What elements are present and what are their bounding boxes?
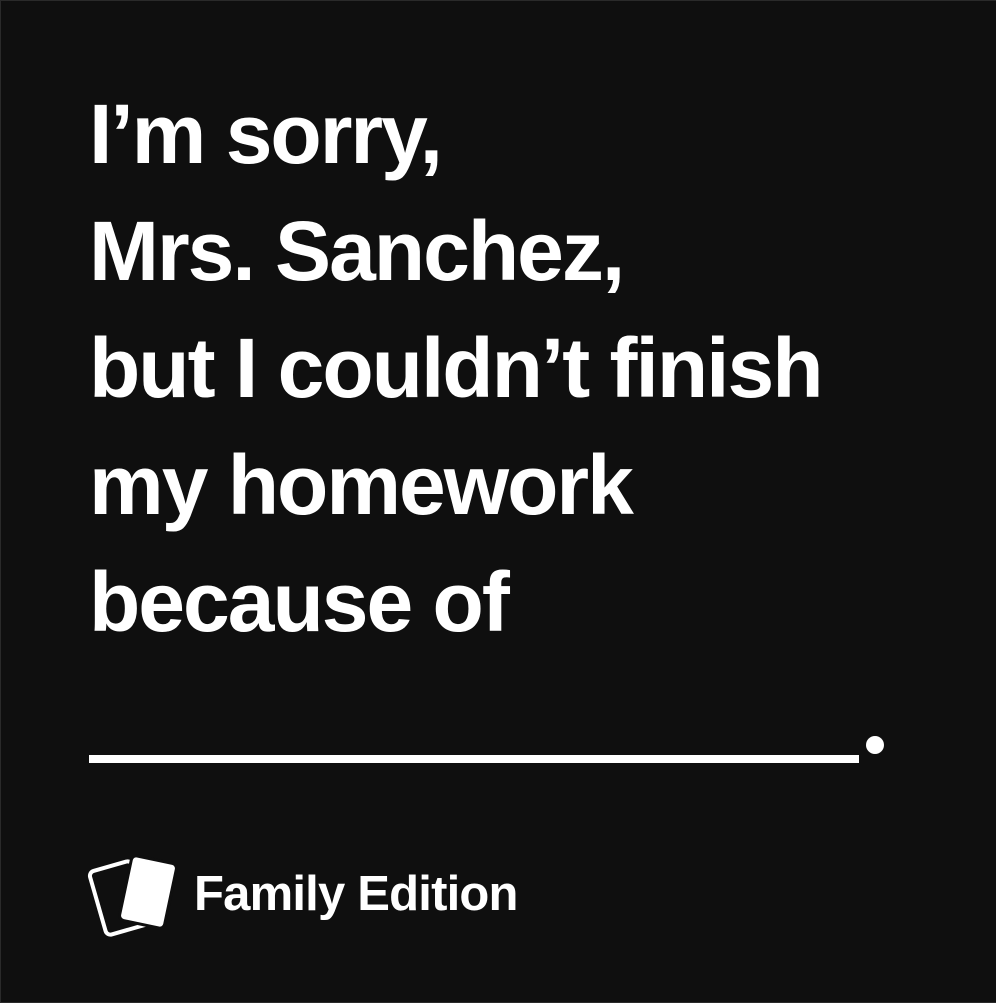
prompt-text [89, 76, 949, 661]
prompt-line: I’m sorry, [89, 87, 441, 181]
prompt-line: my homework [89, 438, 632, 532]
prompt-line: because of [89, 555, 508, 649]
blank-underline [89, 755, 859, 763]
card-footer [87, 853, 587, 939]
prompt-line: Mrs. Sanchez, [89, 204, 624, 298]
blank-period [866, 736, 884, 754]
edition-label: Family Edition [194, 867, 518, 921]
cards-icon [87, 853, 179, 939]
prompt-line: but I couldn’t finish [89, 321, 822, 415]
fill-in-blank [89, 723, 889, 763]
